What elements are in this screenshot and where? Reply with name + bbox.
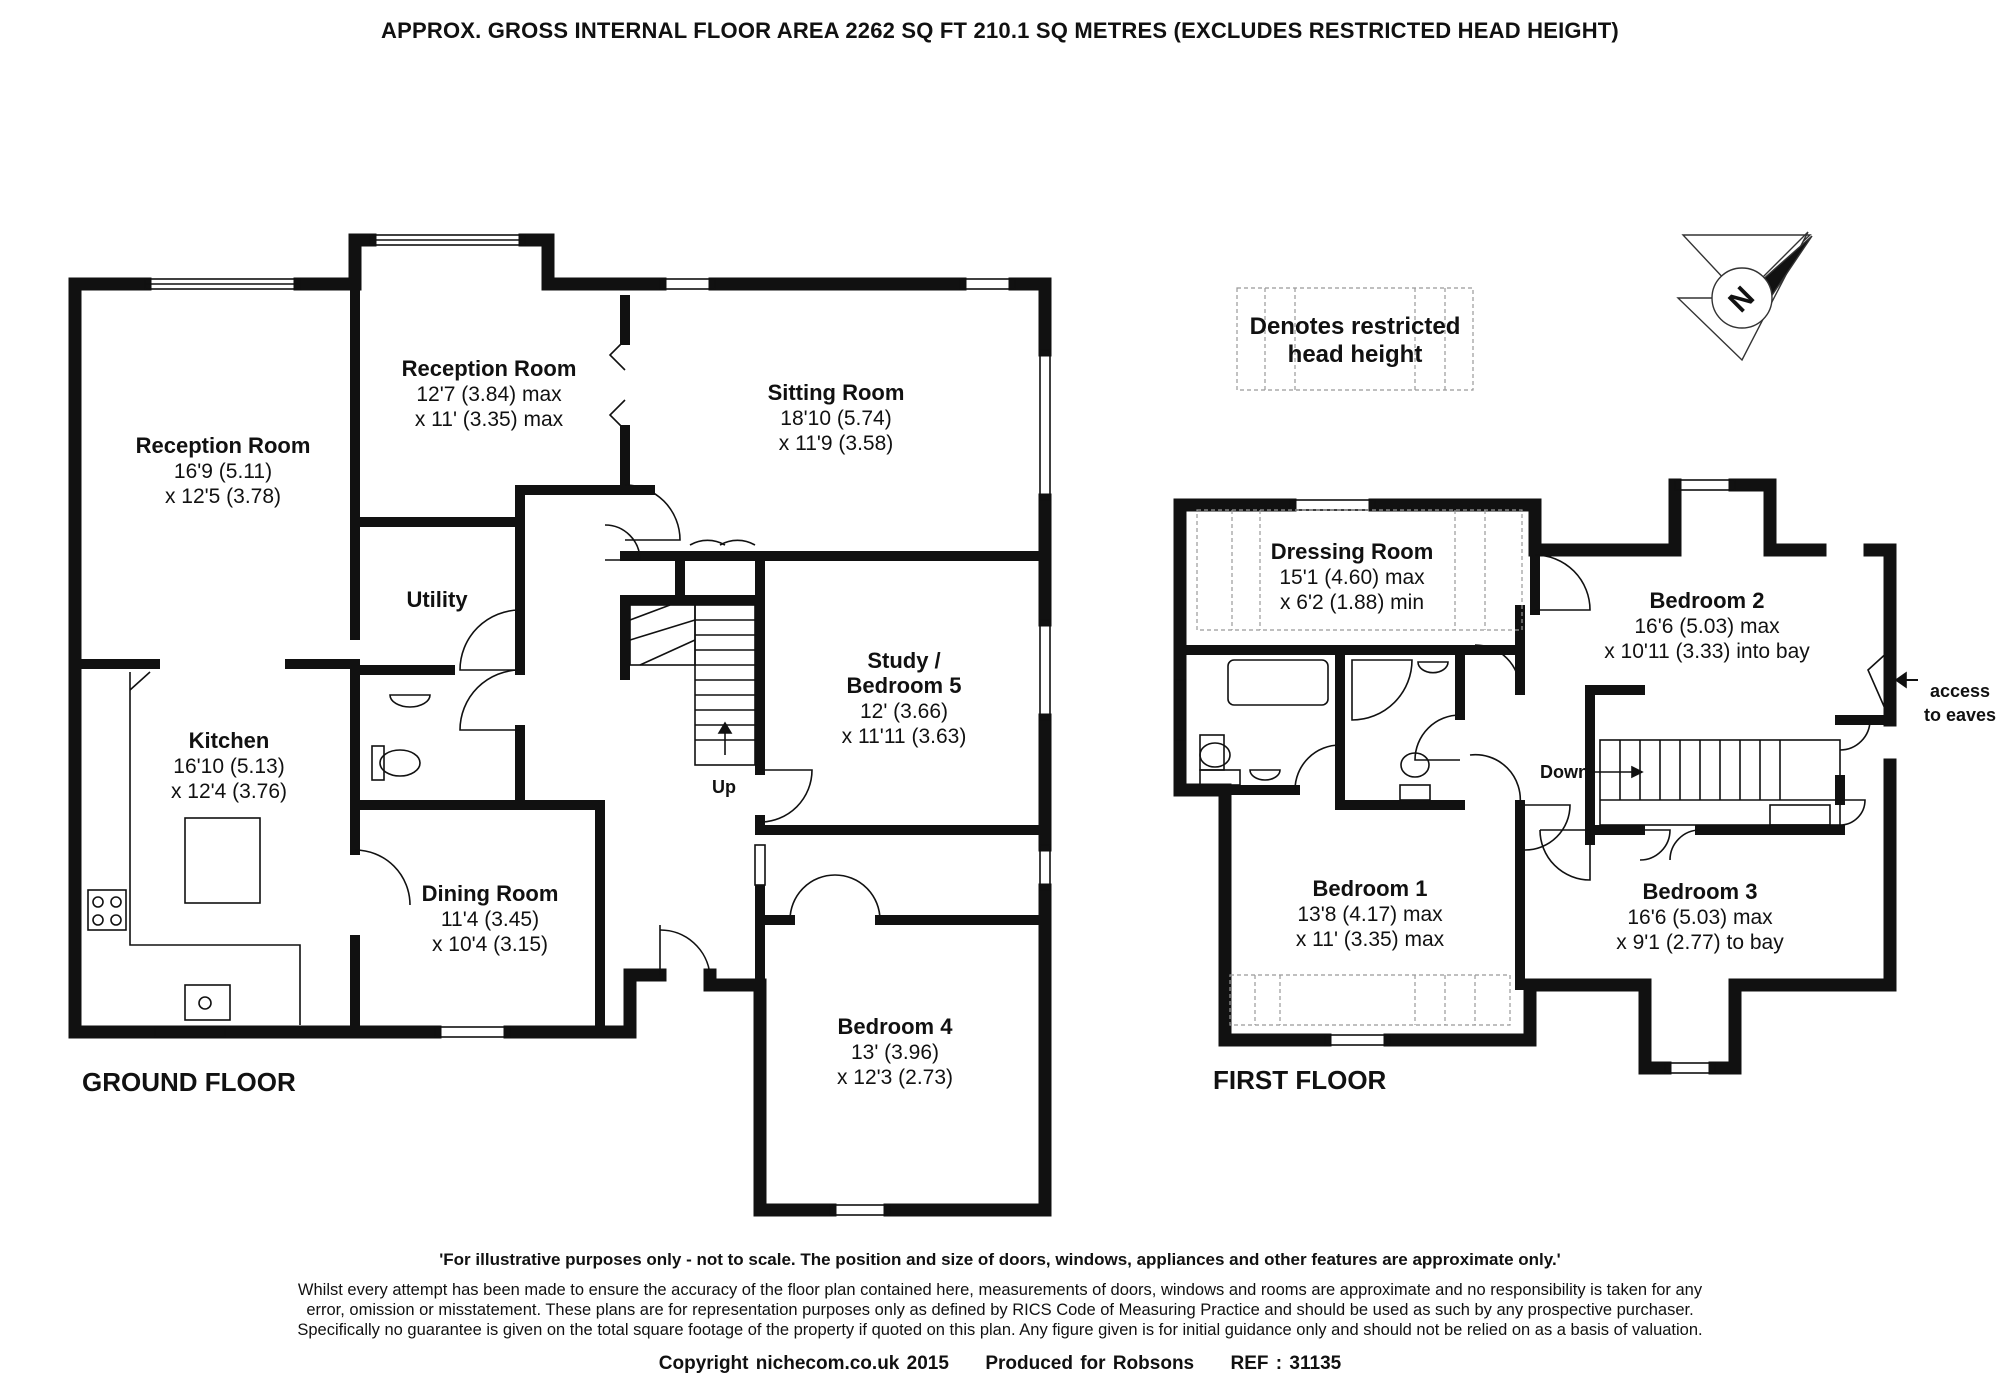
room-name: Bedroom 4 [837,1014,953,1039]
legend-text: Denotes restricted [1249,313,1461,340]
room-name: Sitting Room [767,380,905,405]
room-name: Bedroom 1 [1312,876,1428,901]
eaves-label: access [1929,681,1991,701]
room-dimension: 13' (3.96) [850,1041,940,1064]
footer-body-line: Specifically no guarantee is given on the total square footage of the property if quoted on this plan. Any figure given is for initial guidance only and should not be relied on as a basis of valuation. [297,1321,1703,1339]
disclaimer-line: 'For illustrative purposes only - not to scale. The position and size of doors, windows, appliances and other features are approximate only.' [439,1250,1561,1269]
room-dimension: 16'6 (5.03) max [1634,615,1780,638]
compass-north-letter: N [1722,280,1761,319]
room-name: Dining Room [421,881,559,906]
stairs-up-label: Up [712,777,736,797]
room-dimension: 12'7 (3.84) max [416,383,562,406]
room-dimension: x 11' (3.35) max [1295,928,1445,951]
room-dimension: 12' (3.66) [859,700,949,723]
restricted-height-legend [1250,313,1461,368]
room-name: Reception Room [135,433,311,458]
room-name: Utility [406,587,468,612]
eaves-label: to eaves [1923,705,1997,725]
room-dimension: x 10'4 (3.15) [431,933,549,956]
footer-body-line: Whilst every attempt has been made to ensure the accuracy of the floor plan contained here, measurements of doors, windows and rooms are approximate and no responsibility is taken for any [297,1281,1703,1299]
room-dimension: x 6'2 (1.88) min [1279,591,1425,614]
stairs-down-label: Down [1540,762,1589,782]
first-floor-labels [1213,539,1996,1095]
room-dimension: 11'4 (3.45) [440,908,540,931]
first-floor-title: FIRST FLOOR [1213,1065,1387,1095]
room-dimension: 15'1 (4.60) max [1279,566,1425,589]
first-floor-plan [1175,288,1918,1073]
floor-area-header: APPROX. GROSS INTERNAL FLOOR AREA 2262 SQ FT 210.1 SQ METRES (EXCLUDES RESTRICTED HEAD HEIGHT) [381,18,1619,43]
room-name: Kitchen [188,728,270,753]
room-dimension: x 11'11 (3.63) [841,725,967,748]
room-dimension: 13'8 (4.17) max [1297,903,1443,926]
room-dimension: 16'10 (5.13) [173,755,285,778]
room-name: Study / [867,648,941,673]
copyright-text: Copyright nichecom.co.uk 2015 [658,1353,949,1374]
room-name: Bedroom 3 [1642,879,1758,904]
room-dimension: x 11'9 (3.58) [778,432,894,455]
room-dimension: 18'10 (5.74) [780,407,892,430]
produced-for-text: Produced for Robsons [985,1353,1195,1374]
footer-body-line: error, omission or misstatement. These plans are for representation purposes only as defined by RICS Code of Measuring Practice and should be used as such by any prospective purchaser. [306,1301,1694,1319]
room-dimension: x 12'3 (2.73) [836,1066,954,1089]
room-dimension: x 10'11 (3.33) into bay [1604,640,1810,663]
room-dimension: x 11' (3.35) max [414,408,564,431]
room-dimension: x 9'1 (2.77) to bay [1616,931,1784,954]
room-name: Bedroom 2 [1649,588,1765,613]
room-dimension: 16'9 (5.11) [173,460,273,483]
room-dimension: 16'6 (5.03) max [1627,906,1773,929]
room-name: Reception Room [401,356,577,381]
footer-body [230,1280,1770,1340]
legend-text: head height [1287,341,1423,368]
room-dimension: x 12'5 (3.78) [164,485,282,508]
reference-text: REF : 31135 [1230,1353,1342,1374]
room-name: Dressing Room [1270,539,1434,564]
room-dimension: x 12'4 (3.76) [170,780,288,803]
copyright-line [0,1353,2000,1375]
room-name: Bedroom 5 [846,673,962,698]
ground-floor-title: GROUND FLOOR [82,1067,296,1097]
